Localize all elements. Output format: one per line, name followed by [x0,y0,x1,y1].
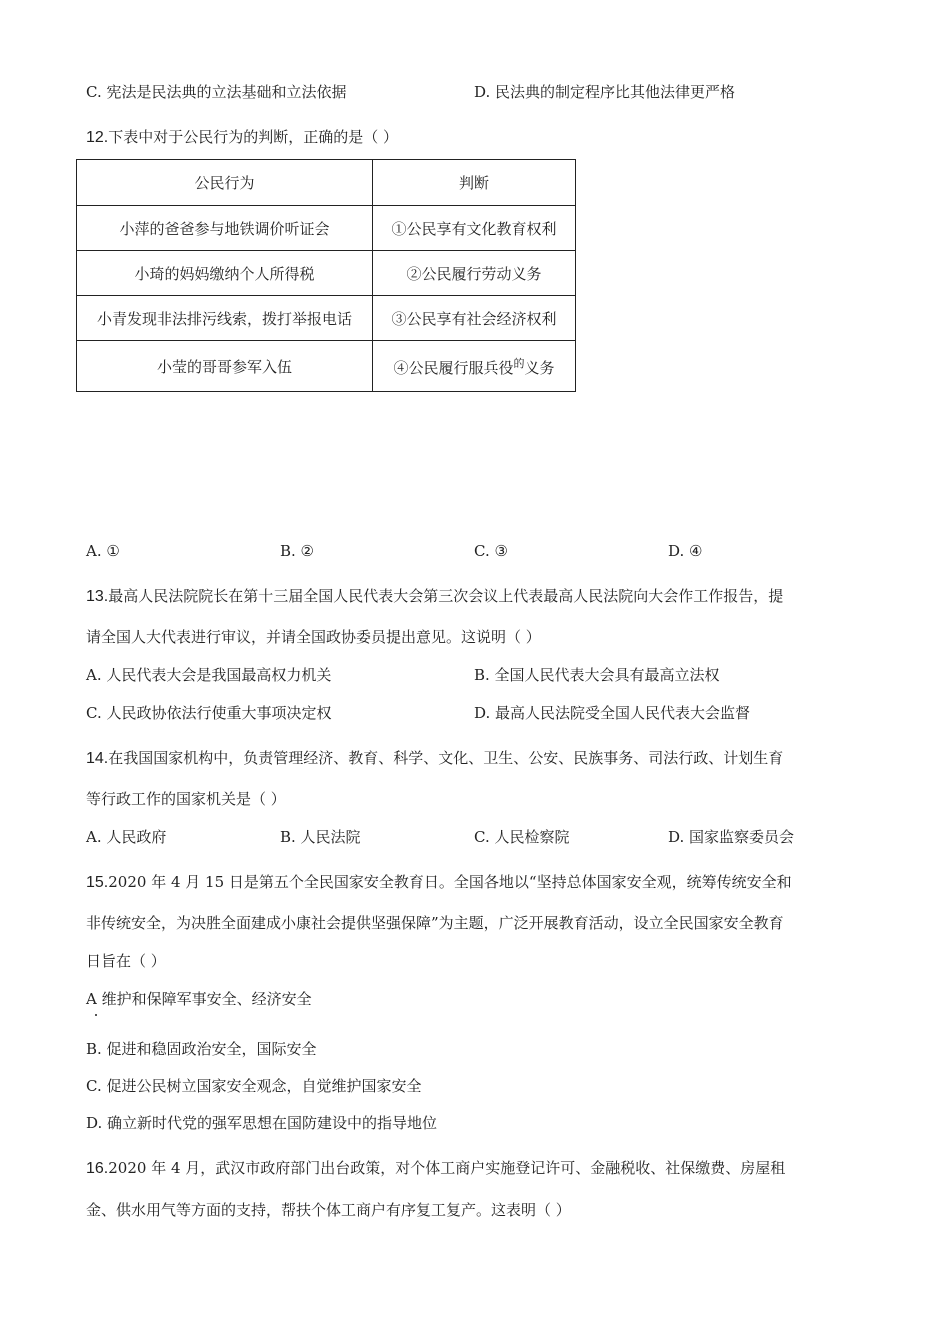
table-cell-judgement: ③公民享有社会经济权利 [373,296,576,341]
judgement-superscript: 的 [513,356,525,370]
q12-stem [86,127,398,148]
q15-option-d: D. 确立新时代党的强军思想在国防建设中的指导地位 [86,1114,438,1132]
q14-stem-line2: 等行政工作的国家机关是（ ） [86,790,286,808]
table-header-judgement: 判断 [373,160,576,206]
table-cell-judgement: ①公民享有文化教育权利 [373,206,576,251]
q15-stem-text: 2020 年 4 月 15 日是第五个全民国家安全教育日。全国各地以“坚持总体国家安全观，统筹传统安全和 [108,873,792,891]
q13-option-d: D. 最高人民法院受全国人民代表大会监督 [474,704,751,722]
q14-option-b: B. 人民法院 [280,828,361,846]
q14-option-c: C. 人民检察院 [474,828,570,846]
q12-stem-text: 下表中对于公民行为的判断，正确的是（ ） [108,128,399,146]
table-cell-behavior: 小琦的妈妈缴纳个人所得税 [77,251,373,296]
q14-number: 14. [86,750,109,767]
q14-option-a: A. 人民政府 [86,828,167,846]
q13-stem-line2: 请全国人大代表进行审议，并请全国政协委员提出意见。这说明（ ） [86,628,541,646]
table-cell-behavior: 小萍的爸爸参与地铁调价听证会 [77,206,373,251]
q15-stem-line2: 非传统安全，为决胜全面建成小康社会提供坚强保障”为主题，广泛开展教育活动，设立全民国家安全教育 [86,914,784,932]
q12-option-d: D. ④ [668,542,703,560]
table-row [77,206,576,251]
q13-option-c: C. 人民政协依法行使重大事项决定权 [86,704,332,722]
q11-option-c: C. 宪法是民法典的立法基础和立法依据 [86,83,347,101]
q13-number: 13. [86,588,109,605]
q15-option-c: C. 促进公民树立国家安全观念，自觉维护国家安全 [86,1077,422,1095]
q15-stem-line1 [86,872,792,893]
q13-option-b: B. 全国人民代表大会具有最高立法权 [474,666,720,684]
judgement-text-tail: 义务 [524,358,555,377]
q12-option-a: A. ① [86,542,120,560]
table-header-behavior: 公民行为 [77,160,373,206]
table-cell-judgement: ②公民履行劳动义务 [373,251,576,296]
table-header-row [77,160,576,206]
q15-stem-line3: 日旨在（ ） [86,952,166,970]
q12-option-c: C. ③ [474,542,508,560]
q15-option-a: A 维护和保障军事安全、经济安全 [86,990,312,1008]
q12-judgement-table [76,159,576,392]
q12-number: 12. [86,129,109,146]
q16-number: 16. [86,1160,109,1177]
q14-stem-text: 在我国国家机构中，负责管理经济、教育、科学、文化、卫生、公安、民族事务、司法行政、计划生育 [108,749,784,767]
table-row [77,296,576,341]
q13-option-a: A. 人民代表大会是我国最高权力机关 [86,666,332,684]
table-row [77,341,576,392]
q16-stem-text: 2020 年 4 月，武汉市政府部门出台政策，对个体工商户实施登记许可、金融税收、社保缴费、房屋租 [108,1159,786,1177]
q14-option-d: D. 国家监察委员会 [668,828,795,846]
table-cell-behavior: 小青发现非法排污线索，拨打举报电话 [77,296,373,341]
q16-stem-line2: 金、供水用气等方面的支持，帮扶个体工商户有序复工复产。这表明（ ） [86,1201,571,1219]
q14-stem-line1 [86,748,783,769]
stray-dot [95,1014,97,1016]
table-cell-behavior: 小莹的哥哥参军入伍 [77,341,373,392]
q13-stem-text: 最高人民法院院长在第十三届全国人民代表大会第三次会议上代表最高人民法院向大会作工作报告，提 [108,587,784,605]
table-row [77,251,576,296]
q11-option-d: D. 民法典的制定程序比其他法律更严格 [474,83,736,101]
q16-stem-line1 [86,1158,785,1179]
q15-option-b: B. 促进和稳固政治安全，国际安全 [86,1040,317,1058]
q15-number: 15. [86,874,109,891]
q12-option-b: B. ② [280,542,315,560]
q13-stem-line1 [86,586,783,607]
judgement-text: ④公民履行服兵役 [393,358,514,377]
table-cell-judgement [373,341,576,392]
